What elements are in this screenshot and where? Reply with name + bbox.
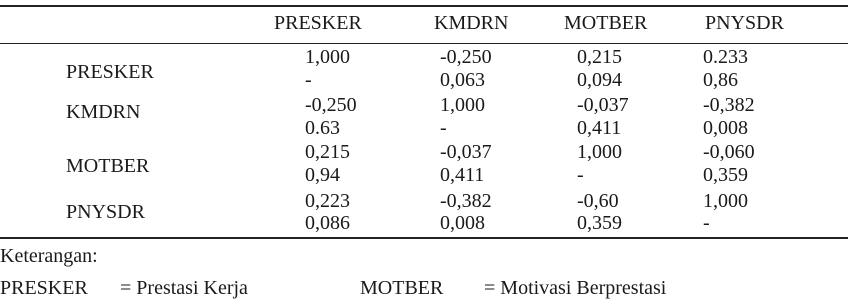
table-cell: 0.233: [703, 46, 748, 68]
table-cell: -: [703, 212, 710, 234]
table-cell: 0,063: [440, 69, 485, 91]
column-header-presker: PRESKER: [274, 12, 362, 34]
table-cell: 0,008: [703, 117, 748, 139]
row-label-presker: PRESKER: [66, 61, 154, 83]
row-label-kmdrn: KMDRN: [66, 101, 141, 123]
table-cell: 0,359: [703, 164, 748, 186]
row-label-motber: MOTBER: [66, 155, 150, 177]
legend-code-presker: PRESKER: [0, 277, 88, 299]
table-bottom-rule: [0, 237, 848, 239]
column-header-pnysdr: PNYSDR: [705, 12, 784, 34]
table-cell: -0,037: [577, 94, 629, 116]
column-header-motber: MOTBER: [564, 12, 648, 34]
table-cell: -: [305, 69, 312, 91]
legend-desc-motber: = Motivasi Berprestasi: [484, 277, 667, 299]
table-top-rule: [0, 5, 848, 7]
table-cell: 0,094: [577, 69, 622, 91]
table-cell: 0,411: [577, 117, 622, 139]
row-label-pnysdr: PNYSDR: [66, 201, 145, 223]
table-cell: -0,382: [440, 190, 492, 212]
table-cell: 0,411: [440, 164, 485, 186]
table-cell: 0,86: [703, 69, 738, 91]
table-cell: 1,000: [305, 46, 350, 68]
table-cell: -: [440, 117, 447, 139]
legend-desc-presker: = Prestasi Kerja: [120, 277, 248, 299]
column-header-kmdrn: KMDRN: [434, 12, 509, 34]
table-cell: -0,382: [703, 94, 755, 116]
notes-heading: Keterangan:: [0, 245, 98, 267]
table-cell: 1,000: [577, 141, 622, 163]
table-cell: 0,008: [440, 212, 485, 234]
table-cell: 0,215: [577, 46, 622, 68]
table-cell: 0,215: [305, 141, 350, 163]
table-cell: -0,060: [703, 141, 755, 163]
table-cell: 0.63: [305, 117, 340, 139]
table-cell: 0,223: [305, 190, 350, 212]
table-cell: 0,086: [305, 212, 350, 234]
table-cell: -0,037: [440, 141, 492, 163]
table-cell: -0,250: [305, 94, 357, 116]
table-cell: -0,250: [440, 46, 492, 68]
table-cell: 0,359: [577, 212, 622, 234]
table-cell: -: [577, 164, 584, 186]
legend-code-motber: MOTBER: [360, 277, 444, 299]
table-cell: 1,000: [440, 94, 485, 116]
table-cell: 0,94: [305, 164, 340, 186]
table-cell: -0,60: [577, 190, 619, 212]
table-header-rule: [0, 43, 848, 44]
table-cell: 1,000: [703, 190, 748, 212]
